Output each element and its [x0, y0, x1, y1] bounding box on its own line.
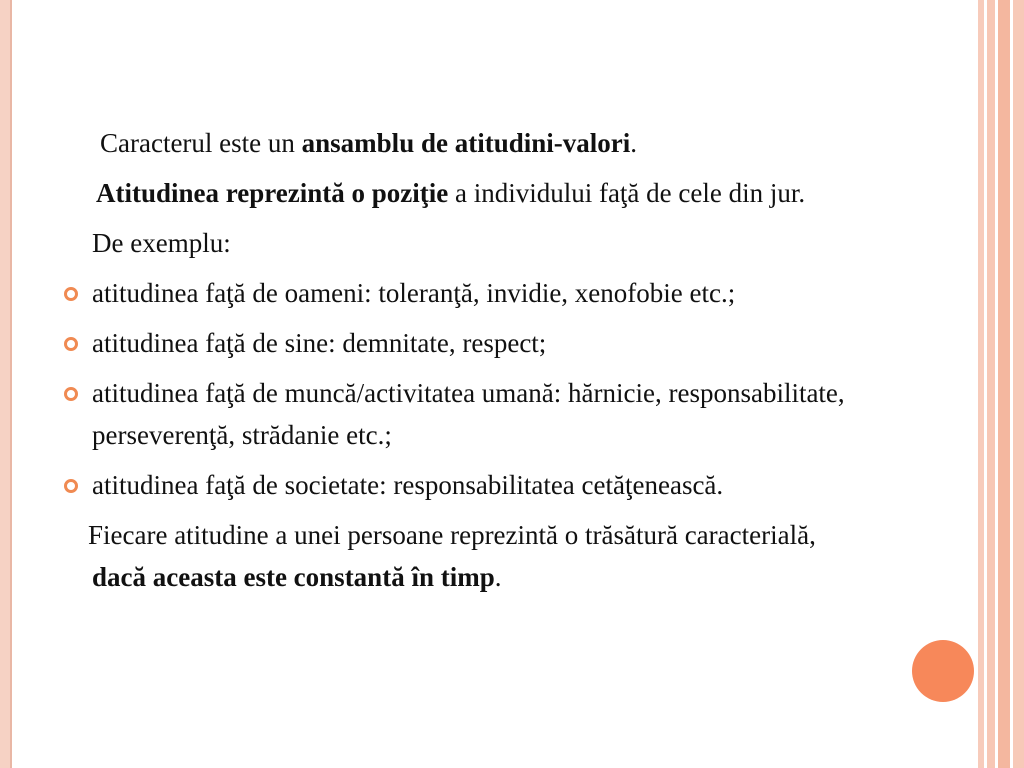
- bullet-list-item: [64, 322, 864, 364]
- bullet-text: atitudinea faţă de oameni: toleranţă, invidie, xenofobie etc.;: [92, 278, 736, 308]
- paragraph-character-definition: [64, 122, 864, 164]
- paragraph-text: .: [630, 128, 637, 158]
- bullet-list-item: [64, 372, 864, 456]
- paragraph-text: a individului faţă de cele din jur.: [448, 178, 806, 208]
- paragraph-bold-text: Atitudinea reprezintă o poziţie: [96, 178, 449, 208]
- paragraph-bold-text: dacă aceasta este constantă în timp: [92, 562, 495, 592]
- hollow-circle-bullet-icon: [64, 479, 78, 493]
- bullet-list-item: [64, 464, 864, 506]
- hollow-circle-bullet-icon: [64, 287, 78, 301]
- right-border-stripe: [987, 0, 995, 768]
- right-border-stripe: [1013, 0, 1024, 768]
- paragraph-conclusion: [64, 514, 864, 598]
- left-border-decoration: [0, 0, 12, 768]
- slide-content: [64, 122, 864, 606]
- bullet-text: atitudinea faţă de societate: responsabilitatea cetăţenească.: [92, 470, 724, 500]
- hollow-circle-bullet-icon: [64, 387, 78, 401]
- paragraph-bold-text: ansamblu de atitudini-valori: [301, 128, 631, 158]
- paragraph-attitude-definition: [64, 172, 864, 214]
- bullet-text: atitudinea faţă de muncă/activitatea umană: hărnicie, responsabilitate, perseverenţă, strădanie etc.;: [92, 378, 845, 450]
- paragraph-text: .: [494, 562, 502, 592]
- paragraph-text: De exemplu:: [92, 228, 231, 258]
- right-border-stripe: [998, 0, 1010, 768]
- orange-circle-icon: [912, 640, 974, 702]
- hollow-circle-bullet-icon: [64, 337, 78, 351]
- bullet-list-item: [64, 272, 864, 314]
- paragraph-text: Caracterul este un: [100, 128, 302, 158]
- paragraph-example-intro: [64, 222, 864, 264]
- paragraph-text: Fiecare atitudine a unei persoane reprezintă o trăsătură caracterială,: [88, 520, 816, 550]
- bullet-text: atitudinea faţă de sine: demnitate, respect;: [92, 328, 547, 358]
